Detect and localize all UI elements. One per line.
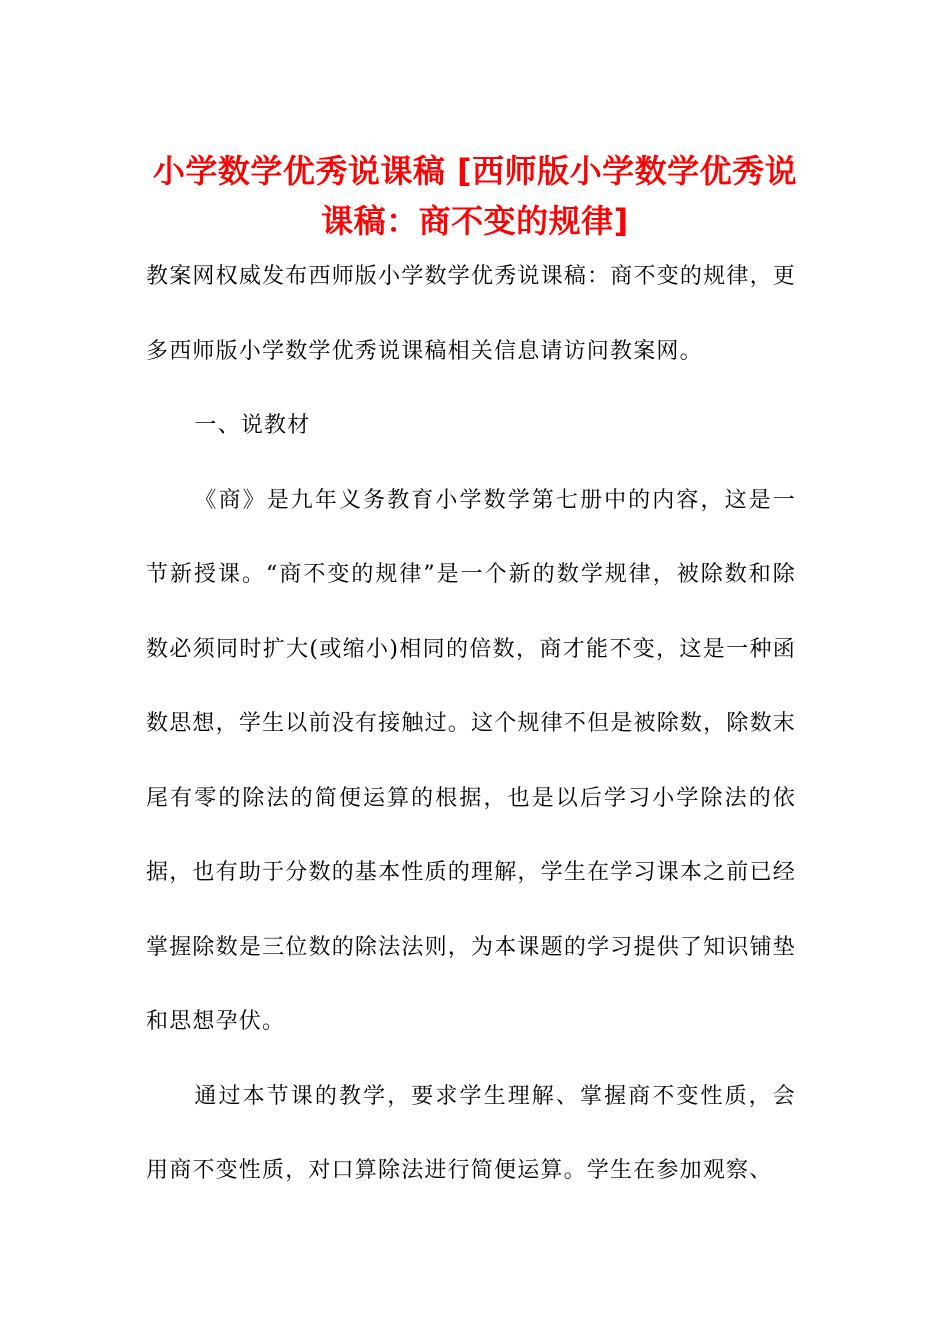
document-body bbox=[146, 240, 796, 1209]
body-paragraph-1: 《商》是九年义务教育小学数学第七册中的内容，这是一节新授课。“商不变的规律”是一个新的数学规律，被除数和除数必须同时扩大(或缩小)相同的倍数，商才能不变，这是一种函数思想，学生以前没有接触过。这个规律不但是被除数，除数末尾有零的除法的简便运算的根据，也是以后学习小学除法的依据，也有助于分数的基本性质的理解，学生在学习课本之前已经掌握除数是三位数的除法法则，为本课题的学习提供了知识铺垫和思想孕伏。 bbox=[146, 487, 796, 1034]
document-title: 小学数学优秀说课稿 [西师版小学数学优秀说课稿：商不变的规律] bbox=[152, 152, 798, 240]
body-paragraph-2: 通过本节课的教学，要求学生理解、掌握商不变性质，会用商不变性质，对口算除法进行简便运算。学生在参加观察、 bbox=[146, 1083, 796, 1183]
section-heading: 一、说教材 bbox=[194, 413, 311, 438]
intro-paragraph: 教案网权威发布西师版小学数学优秀说课稿：商不变的规律，更多西师版小学数学优秀说课稿相关信息请访问教案网。 bbox=[146, 264, 796, 364]
